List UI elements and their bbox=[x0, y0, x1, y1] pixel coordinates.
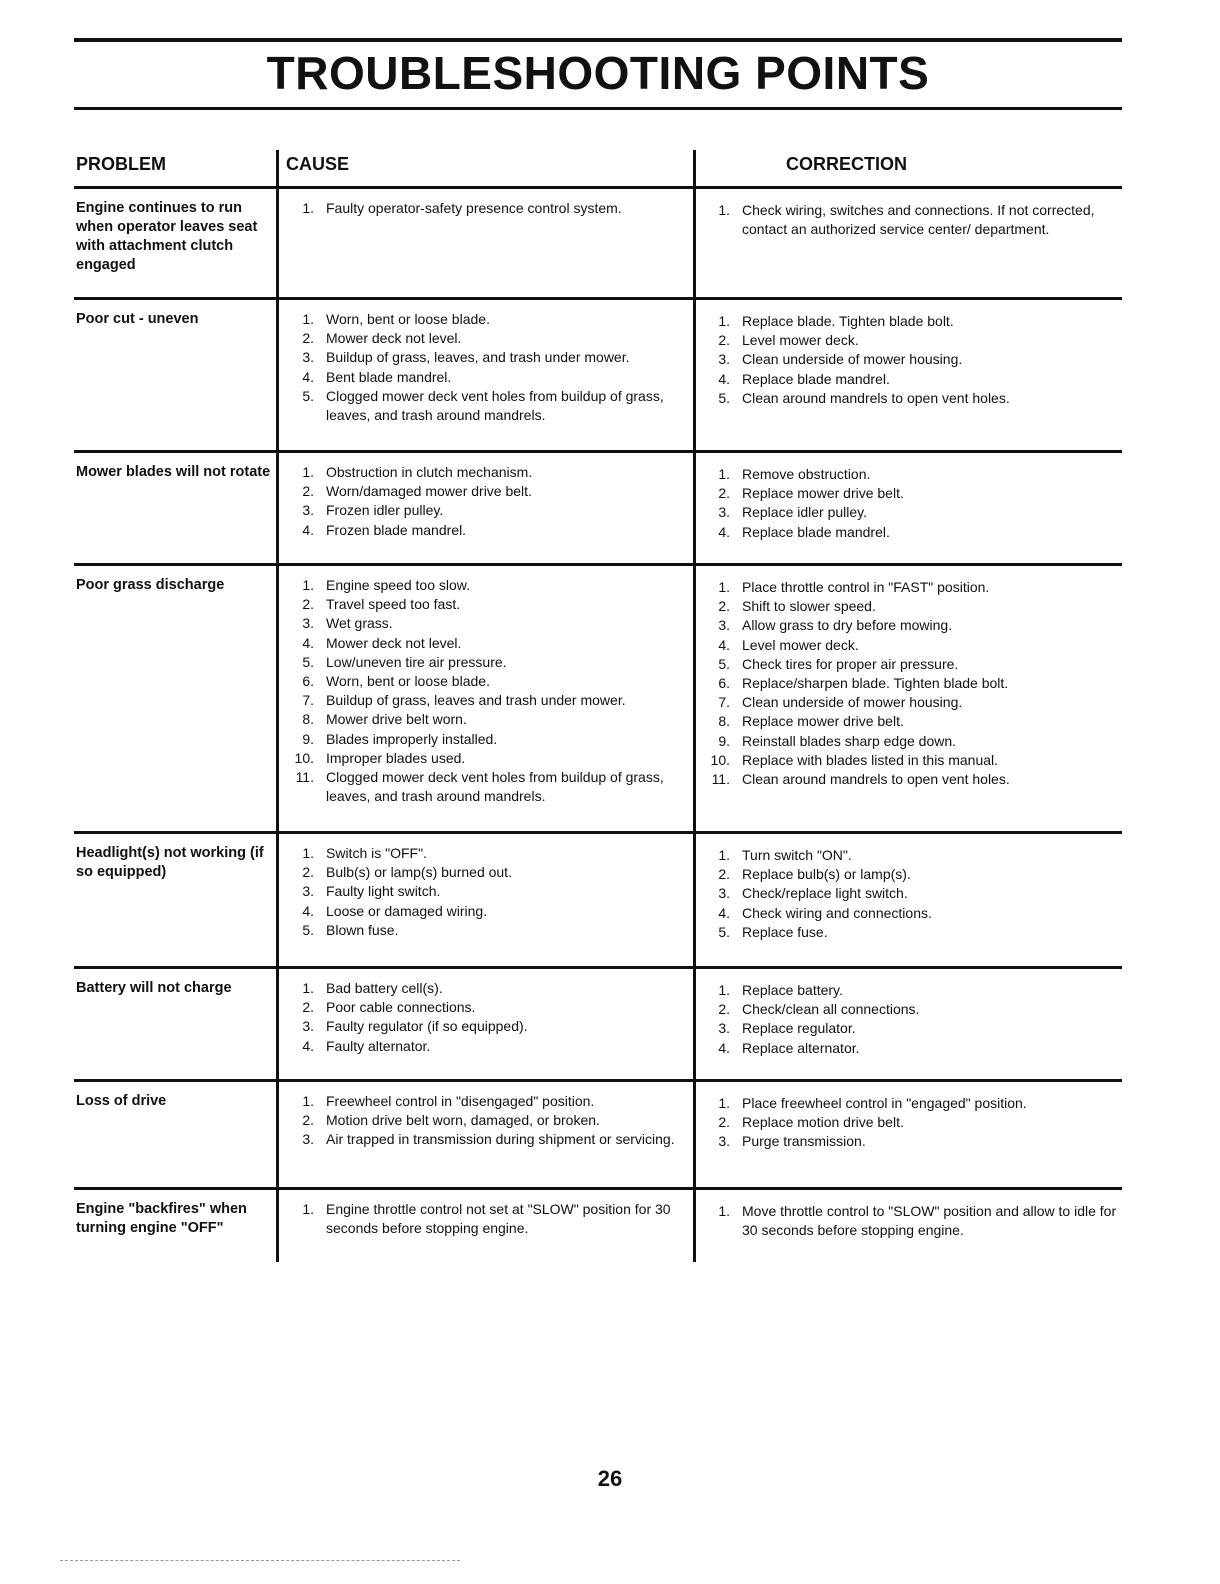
correction-item bbox=[700, 597, 1118, 616]
table-row bbox=[74, 969, 1122, 1082]
table-header bbox=[74, 150, 1122, 189]
correction-text: Replace with blades listed in this manual. bbox=[742, 751, 999, 768]
table-row bbox=[74, 834, 1122, 969]
cause-number: 11. bbox=[295, 769, 314, 786]
correction-list bbox=[700, 465, 1118, 542]
correction-text: Clean underside of mower housing. bbox=[742, 694, 963, 711]
correction-item bbox=[700, 201, 1118, 239]
cause-text: Worn/damaged mower drive belt. bbox=[326, 483, 532, 500]
table-row bbox=[74, 566, 1122, 834]
cause-number: 5. bbox=[302, 387, 314, 404]
correction-item bbox=[700, 370, 1118, 389]
correction-item bbox=[700, 693, 1118, 712]
correction-number: 4. bbox=[718, 370, 730, 387]
cause-text: Worn, bent or loose blade. bbox=[326, 311, 490, 327]
correction-item bbox=[700, 350, 1118, 369]
correction-text: Replace blade mandrel. bbox=[742, 370, 890, 387]
cause-text: Travel speed too fast. bbox=[326, 596, 461, 613]
cause-number: 8. bbox=[302, 711, 314, 728]
cause-item bbox=[284, 1200, 684, 1238]
cause-text: Engine throttle control not set at "SLOW" position for 30 seconds before stopping engine. bbox=[326, 1201, 671, 1237]
correction-item bbox=[700, 770, 1118, 789]
cause-item bbox=[284, 310, 684, 329]
cause-number: 3. bbox=[302, 1018, 314, 1035]
cause-text: Buildup of grass, leaves, and trash under mower. bbox=[326, 349, 630, 366]
cause-number: 3. bbox=[302, 883, 314, 900]
cause-number: 1. bbox=[302, 1201, 314, 1217]
correction-item bbox=[700, 1019, 1118, 1038]
correction-item bbox=[700, 465, 1118, 484]
cause-list bbox=[284, 1200, 684, 1238]
correction-number: 2. bbox=[718, 866, 730, 883]
cause-item bbox=[284, 902, 684, 921]
correction-item bbox=[700, 1132, 1118, 1151]
cause-item bbox=[284, 749, 684, 768]
cause-number: 2. bbox=[302, 483, 314, 500]
cause-item bbox=[284, 463, 684, 482]
correction-text: Check/replace light switch. bbox=[742, 885, 908, 902]
correction-number: 2. bbox=[718, 1001, 730, 1018]
correction-text: Allow grass to dry before mowing. bbox=[742, 617, 953, 634]
correction-text: Replace fuse. bbox=[742, 923, 828, 940]
cause-item bbox=[284, 521, 684, 540]
cause-number: 2. bbox=[302, 999, 314, 1016]
cause-number: 1. bbox=[302, 200, 314, 216]
correction-text: Reinstall blades sharp edge down. bbox=[742, 732, 957, 749]
cause-number: 7. bbox=[302, 692, 314, 709]
cause-item bbox=[284, 1111, 684, 1130]
cause-item bbox=[284, 863, 684, 882]
correction-list bbox=[700, 846, 1118, 942]
correction-list bbox=[700, 578, 1118, 789]
cause-text: Wet grass. bbox=[326, 615, 393, 632]
cause-item bbox=[284, 691, 684, 710]
correction-text: Replace/sharpen blade. Tighten blade bolt. bbox=[742, 675, 1009, 692]
cause-text: Faulty regulator (if so equipped). bbox=[326, 1018, 528, 1035]
correction-text: Clean underside of mower housing. bbox=[742, 351, 963, 368]
correction-item bbox=[700, 1094, 1118, 1113]
cause-item bbox=[284, 329, 684, 348]
header-correction: CORRECTION bbox=[786, 154, 907, 174]
cause-list bbox=[284, 1092, 684, 1150]
cause-text: Switch is "OFF". bbox=[326, 845, 427, 861]
correction-item bbox=[700, 389, 1118, 408]
cause-number: 10. bbox=[294, 749, 314, 766]
correction-number: 5. bbox=[718, 923, 730, 940]
correction-item bbox=[700, 484, 1118, 503]
correction-number: 3. bbox=[718, 1133, 730, 1150]
correction-item bbox=[700, 578, 1118, 597]
cause-list bbox=[284, 576, 684, 806]
cause-text: Mower deck not level. bbox=[326, 330, 462, 347]
correction-text: Place throttle control in "FAST" position. bbox=[742, 579, 990, 595]
correction-item bbox=[700, 616, 1118, 635]
cause-text: Faulty alternator. bbox=[326, 1037, 431, 1054]
correction-number: 5. bbox=[718, 655, 730, 672]
correction-list bbox=[700, 981, 1118, 1058]
cause-text: Blown fuse. bbox=[326, 921, 399, 938]
table-row bbox=[74, 189, 1122, 300]
correction-text: Move throttle control to "SLOW" position and allow to idle for 30 seconds before stopping engine. bbox=[742, 1203, 1117, 1239]
cause-number: 3. bbox=[302, 1131, 314, 1148]
cause-text: Obstruction in clutch mechanism. bbox=[326, 464, 533, 480]
cause-text: Mower deck not level. bbox=[326, 634, 462, 651]
correction-item bbox=[700, 1202, 1118, 1240]
cause-number: 1. bbox=[302, 464, 314, 480]
cause-list bbox=[284, 463, 684, 540]
correction-number: 3. bbox=[718, 617, 730, 634]
problem-text: Poor cut - uneven bbox=[76, 311, 199, 327]
correction-number: 4. bbox=[718, 904, 730, 921]
cause-number: 1. bbox=[302, 1093, 314, 1109]
cause-text: Freewheel control in "disengaged" position. bbox=[326, 1093, 595, 1109]
cause-list bbox=[284, 979, 684, 1056]
cause-text: Improper blades used. bbox=[326, 749, 466, 766]
cause-number: 2. bbox=[302, 864, 314, 881]
cause-number: 3. bbox=[302, 349, 314, 366]
cause-text: Mower drive belt worn. bbox=[326, 711, 467, 728]
cause-number: 4. bbox=[302, 521, 314, 538]
cause-item bbox=[284, 844, 684, 863]
problem-text: Engine "backfires" when turning engine "OFF" bbox=[76, 1201, 247, 1236]
correction-number: 3. bbox=[718, 504, 730, 521]
correction-number: 2. bbox=[718, 332, 730, 349]
cause-item bbox=[284, 921, 684, 940]
table-row bbox=[74, 1082, 1122, 1190]
correction-number: 4. bbox=[718, 636, 730, 653]
correction-number: 3. bbox=[718, 351, 730, 368]
correction-text: Level mower deck. bbox=[742, 636, 859, 653]
cause-item bbox=[284, 998, 684, 1017]
cause-number: 1. bbox=[302, 980, 314, 996]
cause-text: Clogged mower deck vent holes from buildup of grass, leaves, and trash around mandrels. bbox=[326, 387, 664, 424]
correction-list bbox=[700, 1094, 1118, 1152]
header-cause: CAUSE bbox=[286, 154, 350, 174]
cause-item bbox=[284, 1017, 684, 1036]
cause-item bbox=[284, 1092, 684, 1111]
cause-list bbox=[284, 199, 684, 218]
cause-text: Loose or damaged wiring. bbox=[326, 902, 488, 919]
cause-text: Worn, bent or loose blade. bbox=[326, 673, 490, 690]
cause-item bbox=[284, 368, 684, 387]
correction-item bbox=[700, 674, 1118, 693]
correction-number: 1. bbox=[718, 1203, 730, 1219]
correction-number: 1. bbox=[718, 847, 730, 863]
correction-number: 7. bbox=[718, 694, 730, 711]
correction-number: 2. bbox=[718, 485, 730, 502]
cause-text: Faulty operator-safety presence control system. bbox=[326, 200, 622, 216]
correction-number: 10. bbox=[710, 751, 730, 768]
cause-item bbox=[284, 1037, 684, 1056]
cause-number: 5. bbox=[302, 653, 314, 670]
correction-text: Replace blade. Tighten blade bolt. bbox=[742, 313, 954, 329]
cause-number: 9. bbox=[302, 730, 314, 747]
cause-text: Blades improperly installed. bbox=[326, 730, 498, 747]
cause-number: 4. bbox=[302, 1037, 314, 1054]
cause-item bbox=[284, 882, 684, 901]
correction-item bbox=[700, 655, 1118, 674]
table-row bbox=[74, 300, 1122, 453]
correction-number: 8. bbox=[718, 713, 730, 730]
cause-number: 5. bbox=[302, 921, 314, 938]
cause-item bbox=[284, 614, 684, 633]
cause-number: 2. bbox=[302, 596, 314, 613]
top-rule bbox=[74, 38, 1122, 42]
correction-number: 4. bbox=[718, 1039, 730, 1056]
cause-text: Buildup of grass, leaves and trash under mower. bbox=[326, 692, 626, 709]
cause-item bbox=[284, 501, 684, 520]
cause-item bbox=[284, 653, 684, 672]
correction-text: Replace alternator. bbox=[742, 1039, 860, 1056]
correction-text: Replace regulator. bbox=[742, 1020, 856, 1037]
cause-item bbox=[284, 576, 684, 595]
table-row bbox=[74, 453, 1122, 566]
correction-number: 4. bbox=[718, 523, 730, 540]
correction-item bbox=[700, 712, 1118, 731]
correction-text: Replace idler pulley. bbox=[742, 504, 868, 521]
cause-text: Bulb(s) or lamp(s) burned out. bbox=[326, 864, 512, 881]
correction-item bbox=[700, 846, 1118, 865]
correction-item bbox=[700, 1000, 1118, 1019]
header-problem: PROBLEM bbox=[76, 154, 166, 174]
correction-number: 9. bbox=[718, 732, 730, 749]
cause-list bbox=[284, 844, 684, 940]
correction-number: 1. bbox=[718, 1095, 730, 1111]
cause-number: 1. bbox=[302, 577, 314, 593]
correction-text: Replace mower drive belt. bbox=[742, 713, 904, 730]
correction-number: 3. bbox=[718, 1020, 730, 1037]
cause-item bbox=[284, 387, 684, 425]
cause-text: Frozen idler pulley. bbox=[326, 502, 444, 519]
problem-text: Engine continues to run when operator leaves seat with attachment clutch engaged bbox=[76, 200, 258, 273]
cause-number: 4. bbox=[302, 634, 314, 651]
correction-text: Level mower deck. bbox=[742, 332, 859, 349]
problem-text: Headlight(s) not working (if so equipped) bbox=[76, 845, 264, 880]
cause-item bbox=[284, 979, 684, 998]
correction-item bbox=[700, 751, 1118, 770]
correction-text: Replace mower drive belt. bbox=[742, 485, 904, 502]
correction-item bbox=[700, 923, 1118, 942]
cause-item bbox=[284, 768, 684, 806]
cause-number: 3. bbox=[302, 502, 314, 519]
problem-text: Loss of drive bbox=[76, 1093, 167, 1109]
correction-number: 2. bbox=[718, 598, 730, 615]
cause-number: 6. bbox=[302, 673, 314, 690]
table-row bbox=[74, 1190, 1122, 1270]
correction-item bbox=[700, 1113, 1118, 1132]
correction-item bbox=[700, 312, 1118, 331]
correction-text: Check wiring, switches and connections. If not corrected, contact an authorized service center/ department. bbox=[742, 202, 1095, 238]
correction-number: 1. bbox=[718, 202, 730, 218]
correction-item bbox=[700, 884, 1118, 903]
cause-text: Engine speed too slow. bbox=[326, 577, 470, 593]
correction-text: Check tires for proper air pressure. bbox=[742, 655, 959, 672]
cause-number: 2. bbox=[302, 1112, 314, 1129]
correction-list bbox=[700, 1202, 1118, 1240]
cause-number: 1. bbox=[302, 845, 314, 861]
correction-item bbox=[700, 1039, 1118, 1058]
correction-text: Replace battery. bbox=[742, 982, 843, 998]
correction-list bbox=[700, 201, 1118, 239]
correction-number: 5. bbox=[718, 389, 730, 406]
problem-text: Poor grass discharge bbox=[76, 577, 225, 593]
correction-list bbox=[700, 312, 1118, 408]
cause-text: Low/uneven tire air pressure. bbox=[326, 653, 507, 670]
cause-item bbox=[284, 672, 684, 691]
cause-number: 4. bbox=[302, 368, 314, 385]
page-title: TROUBLESHOOTING POINTS bbox=[266, 47, 930, 99]
title-rule bbox=[74, 107, 1122, 110]
page-number: 26 bbox=[597, 1466, 623, 1491]
cause-item bbox=[284, 730, 684, 749]
cause-text: Faulty light switch. bbox=[326, 883, 441, 900]
correction-text: Turn switch "ON". bbox=[742, 847, 852, 863]
cause-number: 4. bbox=[302, 902, 314, 919]
correction-number: 2. bbox=[718, 1114, 730, 1131]
correction-number: 3. bbox=[718, 885, 730, 902]
correction-item bbox=[700, 636, 1118, 655]
cause-item bbox=[284, 482, 684, 501]
correction-text: Clean around mandrels to open vent holes. bbox=[742, 771, 1010, 788]
correction-text: Check/clean all connections. bbox=[742, 1001, 920, 1018]
cause-item bbox=[284, 595, 684, 614]
correction-number: 11. bbox=[711, 771, 730, 788]
correction-number: 6. bbox=[718, 675, 730, 692]
correction-text: Shift to slower speed. bbox=[742, 598, 876, 615]
cause-text: Bent blade mandrel. bbox=[326, 368, 452, 385]
correction-item bbox=[700, 981, 1118, 1000]
cause-text: Air trapped in transmission during shipment or servicing. bbox=[326, 1131, 675, 1148]
cause-text: Bad battery cell(s). bbox=[326, 980, 443, 996]
correction-number: 1. bbox=[718, 579, 730, 595]
cause-item bbox=[284, 348, 684, 367]
correction-text: Place freewheel control in "engaged" position. bbox=[742, 1095, 1027, 1111]
correction-number: 1. bbox=[718, 982, 730, 998]
cause-item bbox=[284, 1130, 684, 1149]
correction-text: Check wiring and connections. bbox=[742, 904, 932, 921]
cause-text: Motion drive belt worn, damaged, or broken. bbox=[326, 1112, 600, 1129]
cause-text: Poor cable connections. bbox=[326, 999, 476, 1016]
correction-item bbox=[700, 503, 1118, 522]
correction-item bbox=[700, 523, 1118, 542]
cause-text: Clogged mower deck vent holes from buildup of grass, leaves, and trash around mandrels. bbox=[326, 769, 664, 805]
cause-number: 3. bbox=[302, 615, 314, 632]
correction-text: Replace bulb(s) or lamp(s). bbox=[742, 866, 911, 883]
problem-text: Mower blades will not rotate bbox=[76, 464, 271, 480]
correction-item bbox=[700, 331, 1118, 350]
correction-item bbox=[700, 865, 1118, 884]
footer-scan-artifact-line bbox=[60, 1560, 460, 1561]
correction-number: 1. bbox=[718, 466, 730, 482]
correction-text: Replace motion drive belt. bbox=[742, 1114, 904, 1131]
cause-number: 1. bbox=[302, 311, 314, 327]
correction-text: Remove obstruction. bbox=[742, 466, 871, 482]
cause-item bbox=[284, 634, 684, 653]
correction-number: 1. bbox=[718, 313, 730, 329]
troubleshooting-table bbox=[74, 150, 1122, 1270]
correction-text: Replace blade mandrel. bbox=[742, 523, 890, 540]
correction-item bbox=[700, 732, 1118, 751]
correction-text: Clean around mandrels to open vent holes. bbox=[742, 389, 1010, 406]
cause-list bbox=[284, 310, 684, 425]
cause-item bbox=[284, 199, 684, 218]
cause-item bbox=[284, 710, 684, 729]
cause-text: Frozen blade mandrel. bbox=[326, 521, 467, 538]
cause-number: 2. bbox=[302, 330, 314, 347]
correction-item bbox=[700, 904, 1118, 923]
problem-text: Battery will not charge bbox=[76, 980, 232, 996]
correction-text: Purge transmission. bbox=[742, 1133, 866, 1150]
